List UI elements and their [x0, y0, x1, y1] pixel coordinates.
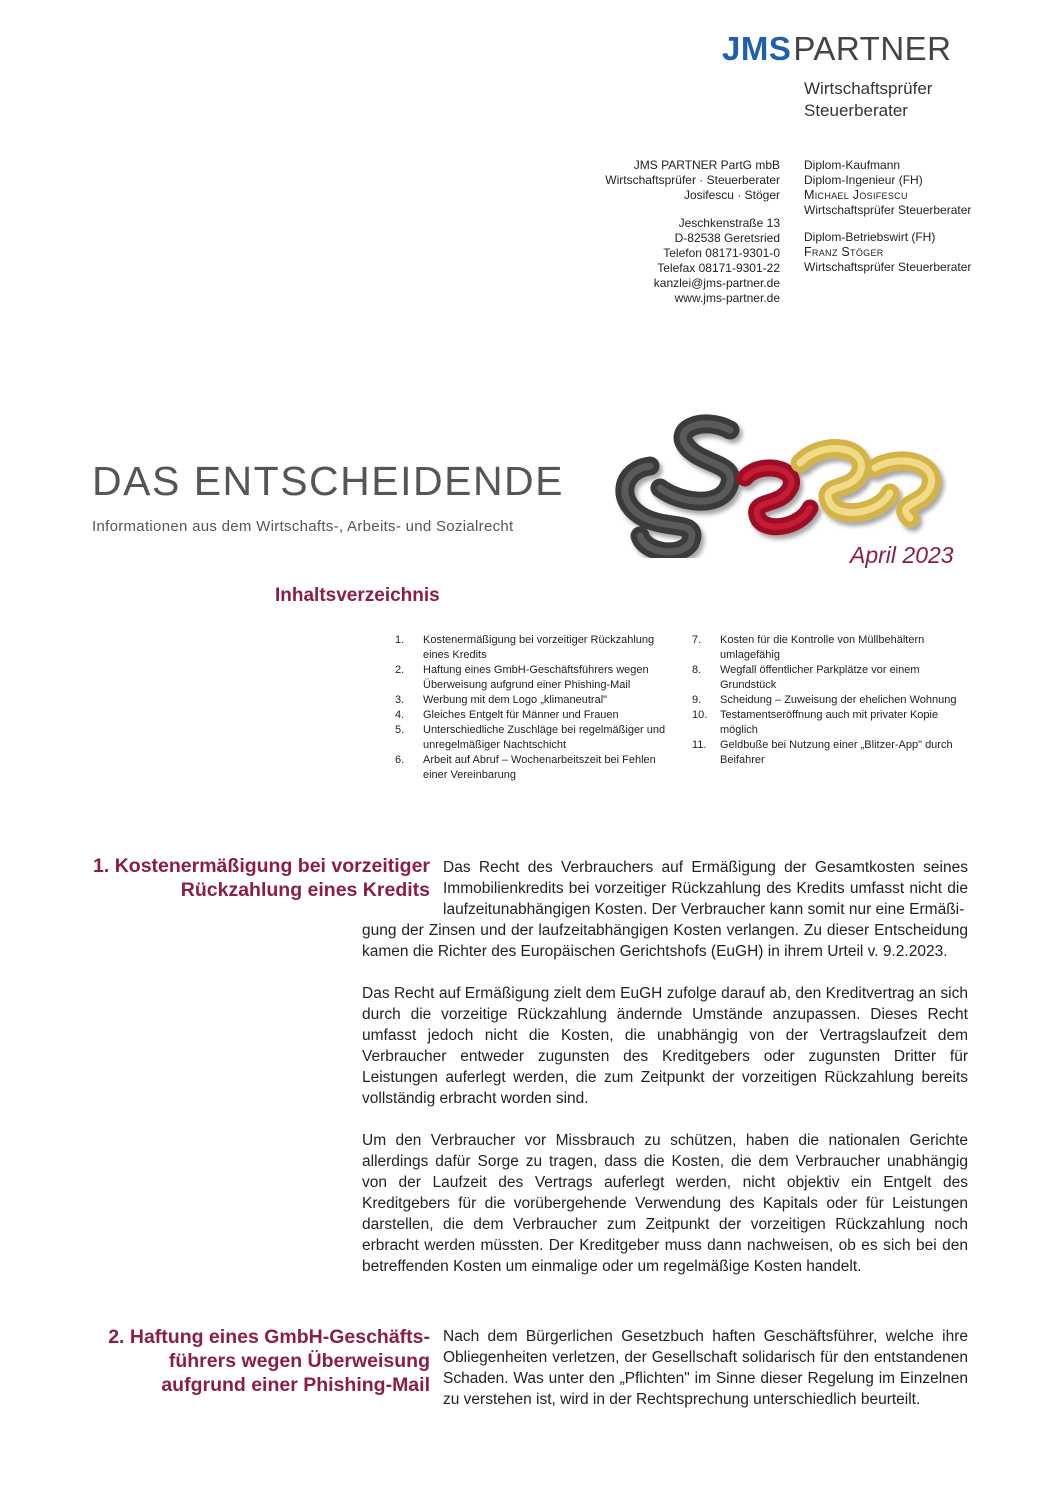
- toc-item[interactable]: [395, 663, 680, 693]
- article-paragraph: gung der Zinsen und der laufzeitabhängigen Kosten verlangen. Zu dieser Entscheidung kamen die Richter des Europäischen Gerichtshofs (EuGH) in ihrem Urteil v. 9.2.2023.: [362, 922, 968, 960]
- toc-number: 8.: [692, 664, 702, 676]
- partner-degree: Diplom-Kaufmann: [804, 158, 901, 172]
- newsletter-title: DAS ENTSCHEIDENDE: [92, 458, 565, 504]
- firm-address: [590, 158, 780, 306]
- toc-text: Haftung eines GmbH-Geschäftsführers wegen Überweisung aufgrund einer Phishing-Mail: [423, 664, 649, 691]
- partner-name: [804, 188, 971, 203]
- toc-text: Unterschiedliche Zuschläge bei regelmäßiger und unregelmäßiger Nachtschicht: [423, 724, 666, 751]
- article-paragraph: Um den Verbraucher vor Missbrauch zu schützen, haben die nationalen Gerichte allerdings dafür Sorge zu tragen, dass die Kosten, die dem Verbraucher unabhängig von der Laufzeit des Vertrags auferlegt werden, nicht objektiv ein Entgelt des Kreditgebers für die vorübergehende Verwendung des Kapitals oder für Leistungen darstellen, die dem Verbraucher zum Zeitpunkt der vorzeitigen Rückzahlung noch erbracht werden müssten. Der Kreditgeber muss dann nachweisen, ob es sich bei den betreffenden Kosten um einmalige oder um regelmäßige Kosten handelt.: [362, 1132, 968, 1275]
- toc-item[interactable]: [395, 708, 680, 723]
- toc-item[interactable]: [692, 693, 977, 708]
- partner-degree: Diplom-Ingenieur (FH): [804, 173, 923, 187]
- toc-item[interactable]: [692, 663, 977, 693]
- toc-item[interactable]: [395, 723, 680, 753]
- toc-text: Werbung mit dem Logo „klimaneutral": [423, 694, 608, 706]
- partner-list: [804, 158, 971, 275]
- firm-owners: Josifescu · Stöger: [683, 188, 780, 202]
- heading-line: Rückzahlung eines Kredits: [180, 879, 430, 901]
- heading-line: aufgrund einer Phishing-Mail: [161, 1374, 430, 1396]
- firm-profession: Wirtschaftsprüfer · Steuerberater: [605, 173, 780, 187]
- toc-item[interactable]: [395, 633, 680, 663]
- toc-number: 1.: [395, 634, 405, 646]
- toc-number: 11.: [692, 739, 707, 751]
- toc-number: 3.: [395, 694, 405, 706]
- article-1-body: [362, 920, 968, 1298]
- partner-degree: Diplom-Betriebswirt (FH): [804, 230, 936, 244]
- address-email[interactable]: kanzlei@jms-partner.de: [653, 276, 780, 290]
- toc-text: Geldbuße bei Nutzung einer „Blitzer-App" durch Beifahrer: [720, 739, 953, 766]
- tagline-line: Wirtschaftsprüfer: [804, 79, 933, 98]
- toc-number: 4.: [395, 709, 405, 721]
- article-2-heading: [60, 1325, 430, 1397]
- toc-item[interactable]: [395, 753, 680, 783]
- toc-text: Gleiches Entgelt für Männer und Frauen: [423, 709, 619, 721]
- article-2-body: Nach dem Bürgerlichen Gesetzbuch haften Geschäftsführer, welche ihre Obliegenheiten verletzen, der Gesellschaft solidarisch für den entstandenen Schaden. Was unter den „Pflichten" im Sinne dieser Regelung im Einzelnen zu verstehen ist, wird in der Rechtsprechung unterschiedlich beurteilt.: [443, 1328, 968, 1408]
- paragraph-symbols-icon: [610, 408, 960, 558]
- article-1-lead: Das Recht des Verbrauchers auf Ermäßigung der Gesamtkosten seines Immobilienkredits bei vorzeitiger Rückzahlung des Kredits umfasst nicht die laufzeitunabhängigen Kosten. Der Verbraucher kann somit nur eine Ermäßi-: [443, 859, 968, 918]
- toc-text: Kosten für die Kontrolle von Müllbehältern umlagefähig: [720, 634, 925, 661]
- toc-number: 6.: [395, 754, 405, 766]
- heading-line: führers wegen Überweisung: [168, 1350, 430, 1372]
- article-paragraph: Das Recht auf Ermäßigung zielt dem EuGH zufolge darauf ab, den Kreditvertrag an sich durch die vorzeitige Rückzahlung ändernde Umstände anzupassen. Dieses Recht umfasst jedoch nicht die Kosten, die unabhängig von der Vertragslaufzeit dem Verbraucher entweder zugunsten des Kreditgebers oder zugunsten Dritter für Leistungen auferlegt werden, die zum Zeitpunkt der vorzeitigen Rückzahlung bereits vollständig erbracht worden sind.: [362, 985, 968, 1107]
- toc-item[interactable]: [692, 738, 977, 768]
- address-website[interactable]: www.jms-partner.de: [674, 291, 780, 305]
- toc-text: Wegfall öffentlicher Parkplätze vor einem Grundstück: [720, 664, 920, 691]
- address-street: Jeschkenstraße 13: [678, 216, 780, 230]
- toc-text: Testamentseröffnung auch mit privater Kopie möglich: [720, 709, 939, 736]
- company-logo: [722, 30, 952, 68]
- partner-name: [804, 245, 971, 260]
- toc-text: Kostenermäßigung bei vorzeitiger Rückzahlung eines Kredits: [423, 634, 655, 661]
- partner-name-text: Michael Josifescu: [804, 188, 908, 202]
- address-city: D-82538 Geretsried: [674, 231, 780, 245]
- tagline-line: Steuerberater: [804, 101, 908, 120]
- logo-jms: JMS: [722, 30, 792, 67]
- partner-role: Wirtschaftsprüfer Steuerberater: [804, 203, 972, 217]
- toc-text: Scheidung – Zuweisung der ehelichen Wohnung: [720, 694, 957, 706]
- toc-number: 10.: [692, 709, 708, 721]
- partner-role: Wirtschaftsprüfer Steuerberater: [804, 260, 972, 274]
- article-1-heading: [60, 854, 430, 902]
- toc-title: Inhaltsverzeichnis: [275, 585, 440, 606]
- toc-number: 7.: [692, 634, 702, 646]
- partner-name-text: Franz Stöger: [804, 245, 884, 259]
- toc-number: 9.: [692, 694, 702, 706]
- toc-left-column: [395, 633, 680, 783]
- firm-name: JMS PARTNER PartG mbB: [633, 158, 780, 172]
- toc-item[interactable]: [692, 633, 977, 663]
- issue-date: April 2023: [850, 542, 954, 568]
- toc-item[interactable]: [692, 708, 977, 738]
- toc-number: 2.: [395, 664, 405, 676]
- heading-line: 1. Kostenermäßigung bei vorzeitiger: [93, 855, 430, 877]
- toc-right-column: [692, 633, 977, 768]
- toc-item[interactable]: [395, 693, 680, 708]
- logo-tagline: [804, 78, 932, 122]
- toc-text: Arbeit auf Abruf – Wochenarbeitszeit bei Fehlen einer Vereinbarung: [423, 754, 656, 781]
- heading-line: 2. Haftung eines GmbH-Geschäfts-: [108, 1326, 430, 1348]
- address-phone: Telefon 08171-9301-0: [663, 246, 780, 260]
- newsletter-subtitle: Informationen aus dem Wirtschafts-, Arbeits- und Sozialrecht: [92, 518, 514, 535]
- address-fax: Telefax 08171-9301-22: [657, 261, 780, 275]
- logo-partner: PARTNER: [793, 30, 952, 67]
- toc-number: 5.: [395, 724, 405, 736]
